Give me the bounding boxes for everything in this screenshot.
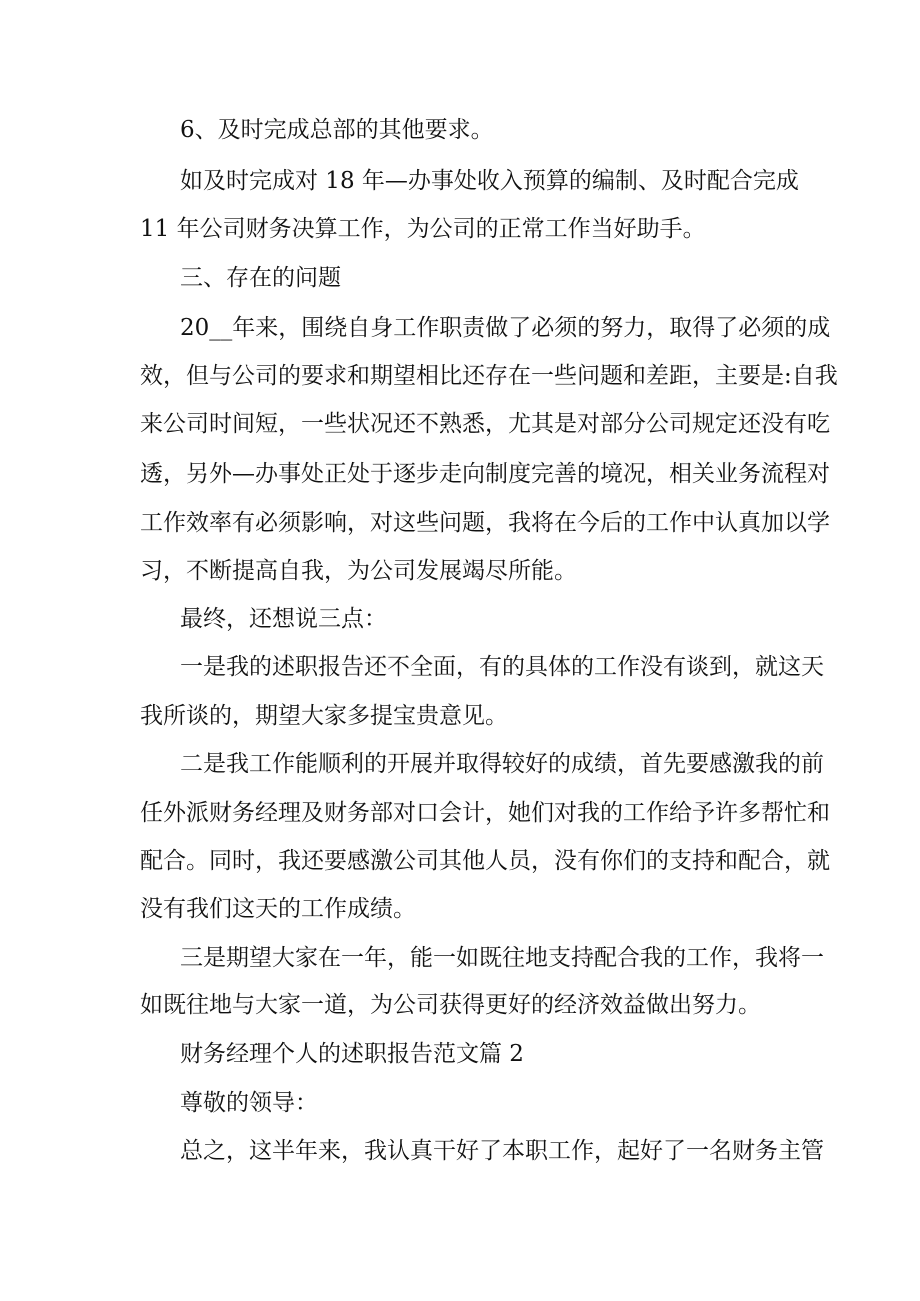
text-line: 配合。同时，我还要感激公司其他人员，没有你们的支持和配合，就 (140, 848, 830, 874)
text-line: 任外派财务经理及财务部对口会计，她们对我的工作给予许多帮忙和 (140, 800, 830, 826)
text-line: 我所谈的，期望大家多提宝贵意见。 (140, 703, 508, 729)
text-line: 总之，这半年来，我认真干好了本职工作，起好了一名财务主管 (180, 1138, 824, 1164)
section-heading: 财务经理个人的述职报告范文篇 2 (180, 1041, 524, 1067)
text-line: 如及时完成对 18 年—办事处收入预算的编制、及时配合完成 (180, 168, 799, 194)
text-line: 工作效率有必须影响，对这些问题，我将在今后的工作中认真加以学 (140, 510, 830, 536)
text-line: 一是我的述职报告还不全面，有的具体的工作没有谈到，就这天 (180, 654, 824, 680)
text-line: 最终，还想说三点： (180, 606, 387, 632)
text-line: 效，但与公司的要求和期望相比还存在一些问题和差距，主要是:自我 (140, 363, 838, 389)
text-line: 如既往地与大家一道，为公司获得更好的经济效益做出努力。 (140, 992, 761, 1018)
text-line: 透，另外—办事处正处于逐步走向制度完善的境况，相关业务流程对 (140, 461, 830, 487)
text-line: 没有我们这天的工作成绩。 (140, 896, 416, 922)
text-line: 11 年公司财务决算工作，为公司的正常工作当好助手。 (140, 216, 706, 242)
text-line: 来公司时间短，一些状况还不熟悉，尤其是对部分公司规定还没有吃 (140, 411, 830, 437)
text-line: 20__年来，围绕自身工作职责做了必须的努力，取得了必须的成 (180, 315, 831, 341)
salutation: 尊敬的领导： (180, 1090, 318, 1116)
text-line: 6、及时完成总部的其他要求。 (180, 117, 494, 143)
text-line: 习，不断提高自我，为公司发展竭尽所能。 (140, 558, 577, 584)
text-line: 三是期望大家在一年，能一如既往地支持配合我的工作，我将一 (180, 945, 824, 971)
section-heading: 三、存在的问题 (180, 265, 341, 291)
text-line: 二是我工作能顺利的开展并取得较好的成绩，首先要感激我的前 (180, 751, 824, 777)
